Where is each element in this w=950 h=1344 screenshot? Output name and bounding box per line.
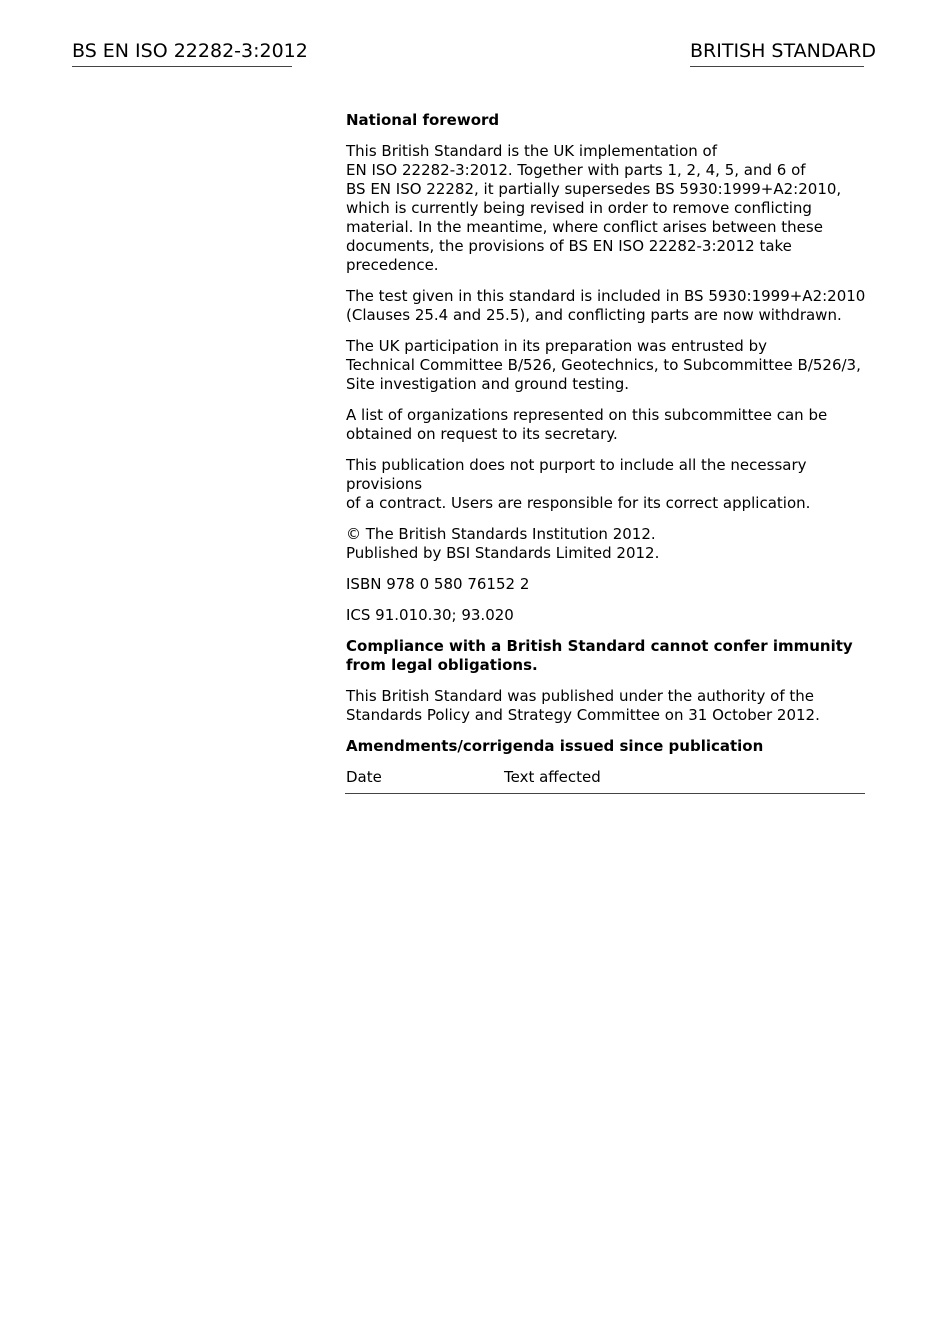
ics: ICS 91.010.30; 93.020 <box>346 606 514 624</box>
publication-authority: This British Standard was published under the authority of the Standards Policy and Strategy Committee on 31 October 2012. <box>346 687 820 724</box>
foreword-paragraph-participation: The UK participation in its preparation was entrusted by Technical Committee B/526, Geotechnics, to Subcommittee B/526/3, Site investigation and ground testing. <box>346 337 861 393</box>
foreword-paragraph-test: The test given in this standard is included in BS 5930:1999+A2:2010 (Clauses 25.4 and 25.5), and conflicting parts are now withdrawn. <box>346 287 866 324</box>
foreword-paragraph-implementation: This British Standard is the UK implementation of EN ISO 22282-3:2012. Together with parts 1, 2, 4, 5, and 6 of BS EN ISO 22282, it partially supersedes BS 5930:1999+A2:2010, which is currently being revised in order to remove conflicting material. In the meantime, where conflict arises between these documents, the provisions of BS EN ISO 22282-3:2012 take precedence. <box>346 142 842 274</box>
document-type: BRITISH STANDARD <box>690 38 864 67</box>
copyright-notice: © The British Standards Institution 2012. Published by BSI Standards Limited 2012. <box>346 525 660 562</box>
amendments-title: Amendments/corrigenda issued since publication <box>346 737 764 755</box>
table-header-row <box>345 768 865 794</box>
text-affected-column-header: Text affected <box>503 768 865 794</box>
foreword-paragraph-organizations: A list of organizations represented on this subcommittee can be obtained on request to its secretary. <box>346 406 828 443</box>
national-foreword <box>346 111 870 794</box>
compliance-notice: Compliance with a British Standard cannot confer immunity from legal obligations. <box>346 637 853 674</box>
isbn: ISBN 978 0 580 76152 2 <box>346 575 530 593</box>
foreword-title: National foreword <box>346 111 500 129</box>
date-column-header: Date <box>345 768 503 794</box>
document-number: BS EN ISO 22282-3:2012 <box>72 38 292 67</box>
foreword-paragraph-contract: This publication does not purport to include all the necessary provisions of a contract. Users are responsible for its correct application. <box>346 456 811 512</box>
amendments-table <box>345 768 865 794</box>
